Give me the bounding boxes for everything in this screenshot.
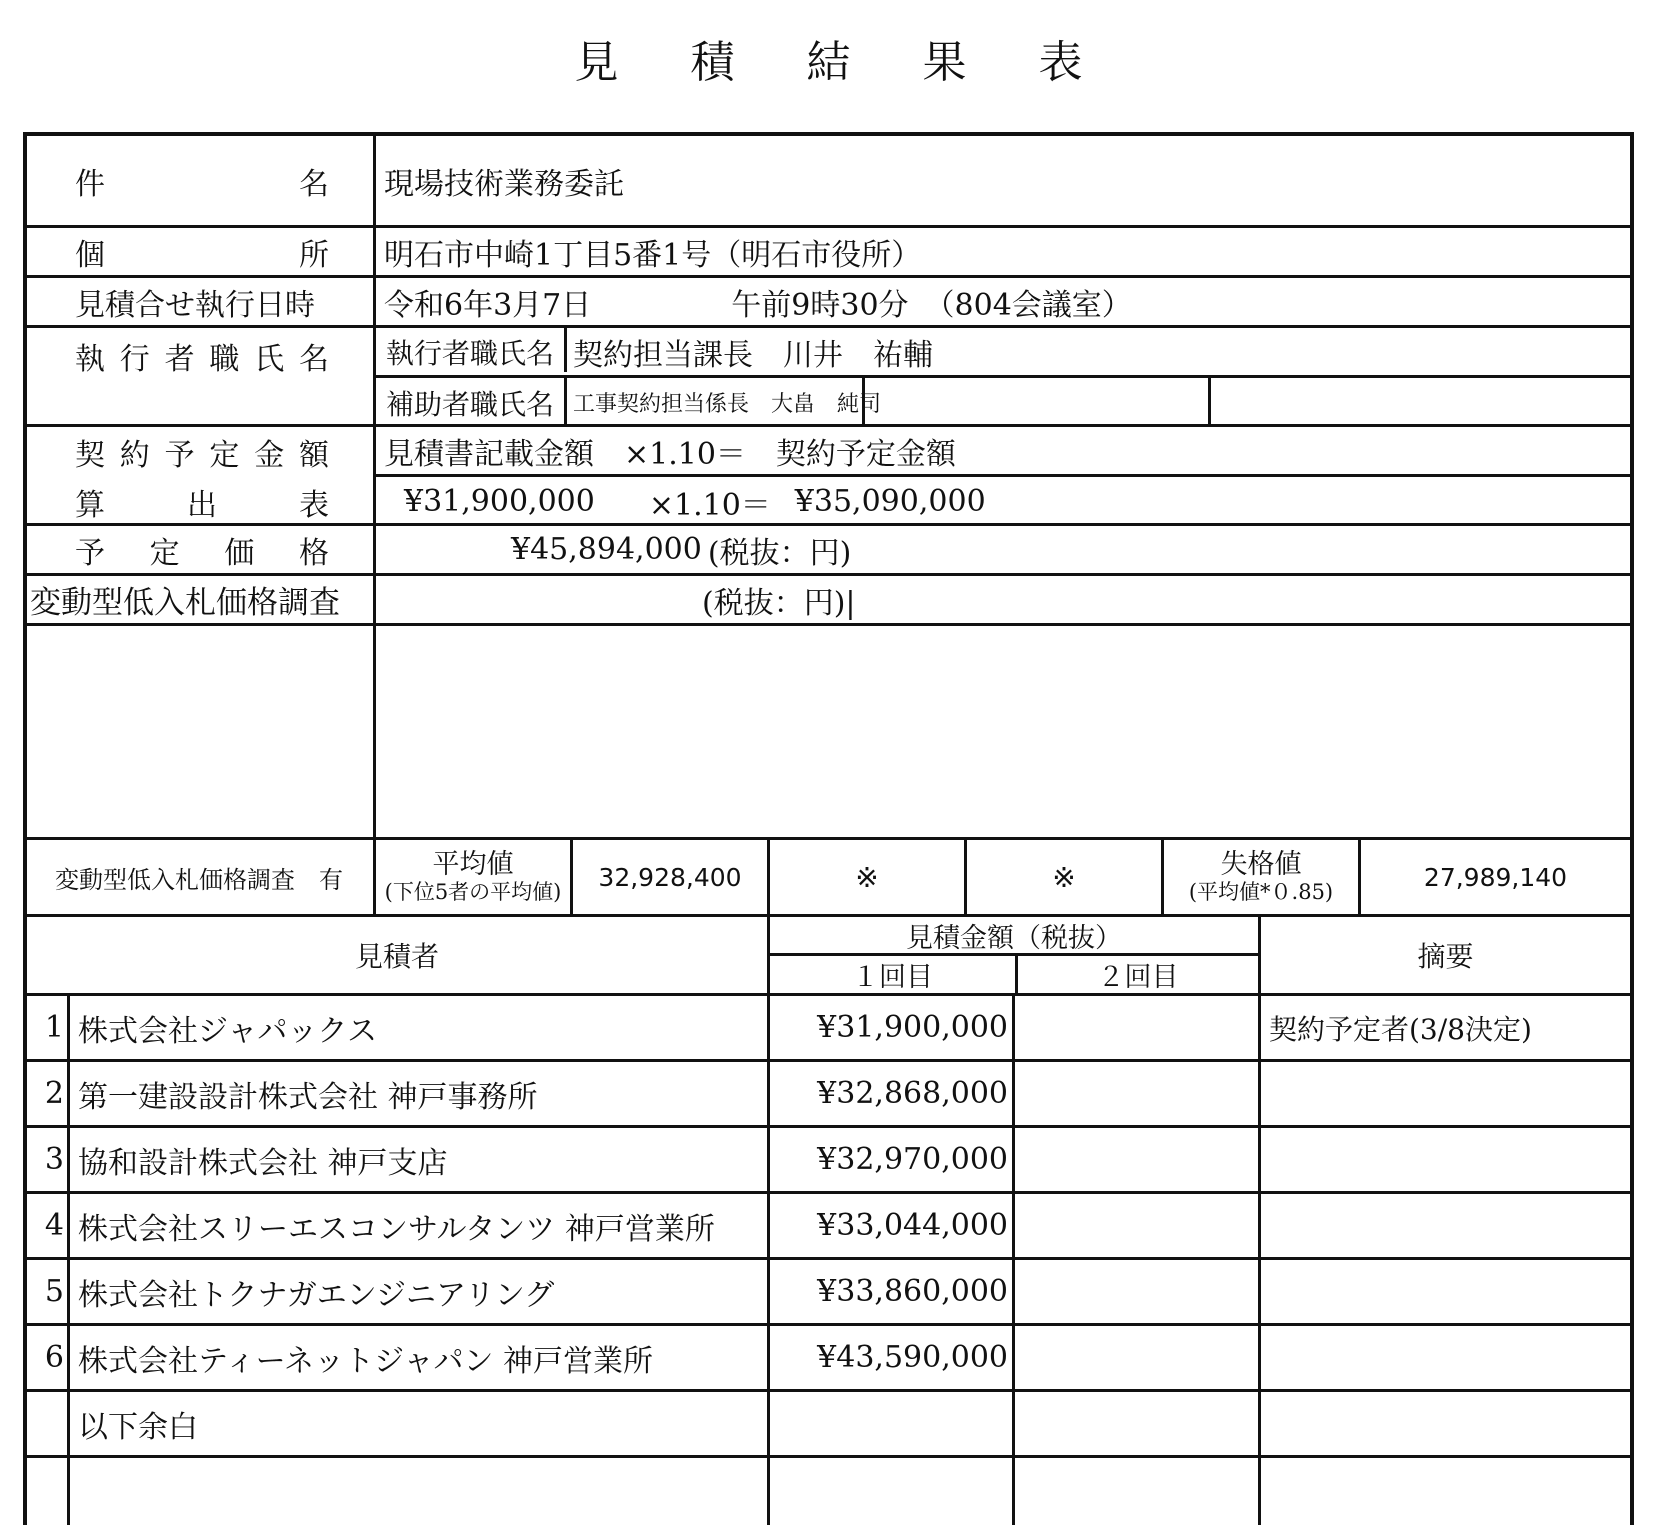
- nichiji-label: 見積合せ執行日時: [75, 287, 315, 323]
- fail-label: 失格値: [1220, 849, 1302, 881]
- header-remark: 摘要: [1258, 917, 1630, 993]
- row-nichiji: [27, 278, 1630, 328]
- row-kasho: [27, 228, 1630, 278]
- bidder-round2: [1012, 1326, 1258, 1389]
- bidder-round2: [1012, 1260, 1258, 1323]
- table-row: [27, 1128, 1630, 1194]
- document-title: 見積結果表: [574, 37, 1155, 88]
- bidder-no: 2: [44, 1076, 64, 1111]
- table-row: [27, 996, 1630, 1062]
- chosa-label: 変動型低入札価格調査 有: [55, 865, 343, 894]
- header-bidder: 見積者: [354, 940, 439, 973]
- avg-value: 32,928,400: [570, 840, 767, 914]
- exec-label: 執行者職氏名: [385, 336, 554, 370]
- bidder-round2: [1012, 1062, 1258, 1125]
- bidder-name: 株式会社スリーエスコンサルタンツ 神戸営業所: [67, 1194, 767, 1257]
- table-row: [27, 1326, 1630, 1392]
- kasho-label: 個 所: [75, 237, 329, 273]
- mark-2: ※: [964, 840, 1161, 914]
- bidder-remark: [1258, 1128, 1630, 1191]
- empty-round2: [1012, 1392, 1258, 1455]
- bidder-round1: ¥32,970,000: [767, 1128, 1012, 1191]
- row-shikkosha: [27, 328, 1630, 427]
- header-round1: １回目: [852, 962, 933, 993]
- shikkosha-detail: [373, 328, 1630, 424]
- table-row: [27, 1062, 1630, 1128]
- keiyaku-label: 契 約 予 定 金 額 算 出 表: [75, 437, 329, 523]
- yotei-label: 予 定 価 格: [75, 535, 329, 571]
- empty-round1: [767, 1392, 1012, 1455]
- fail-label-cell: [1161, 840, 1358, 914]
- bidder-name: 株式会社トクナガエンジニアリング: [67, 1260, 767, 1323]
- avg-label: 平均値: [432, 849, 514, 881]
- nichiji-time: 午前9時30分: [731, 287, 909, 323]
- fail-value: 27,989,140: [1358, 840, 1630, 914]
- empty-remark: [1258, 1392, 1630, 1455]
- bidder-name: 第一建設設計株式会社 神戸事務所: [67, 1062, 767, 1125]
- bidder-no: 6: [44, 1340, 64, 1375]
- yotei-unit: (税抜：円): [707, 535, 852, 571]
- nichiji-value: [373, 278, 1630, 325]
- bidder-no: 4: [44, 1208, 64, 1243]
- row-hendo: [27, 576, 1630, 626]
- bidder-round2: [1012, 1128, 1258, 1191]
- hendo-label: 変動型低入札価格調査: [30, 585, 340, 621]
- mark-1: ※: [767, 840, 964, 914]
- bidder-name: 協和設計株式会社 神戸支店: [67, 1128, 767, 1191]
- row-blank: [27, 626, 1630, 840]
- bidder-no: 5: [44, 1274, 64, 1309]
- keiyaku-formula: 見積書記載金額 ×1.10＝ 契約予定金額: [384, 436, 956, 472]
- bidder-name: 株式会社ジャパックス: [67, 996, 767, 1059]
- header-amount: [767, 917, 1258, 993]
- blank-area: [373, 626, 1630, 837]
- yohaku-text: 以下余白: [67, 1392, 767, 1455]
- avg-sub: (下位5者の平均値): [384, 880, 562, 905]
- bidder-round1: ¥33,044,000: [767, 1194, 1012, 1257]
- bidder-round1: ¥32,868,000: [767, 1062, 1012, 1125]
- calc-result: ¥35,090,000: [794, 484, 986, 519]
- yotei-value: [373, 526, 1630, 573]
- fail-sub: (平均値*０.85): [1188, 880, 1334, 905]
- table-row-yohaku: [27, 1392, 1630, 1458]
- table-row: [27, 1194, 1630, 1260]
- assist-value: 工事契約担当係長 大畠 純司: [573, 392, 882, 417]
- row-chosa: [27, 840, 1630, 917]
- bidder-remark: [1258, 1194, 1630, 1257]
- avg-label-cell: [373, 840, 570, 914]
- bidder-no: 3: [44, 1142, 64, 1177]
- bidder-remark: 契約予定者(3/8決定): [1258, 996, 1630, 1059]
- empty-round1: [767, 1458, 1012, 1525]
- bidder-round2: [1012, 996, 1258, 1059]
- bidder-remark: [1258, 1326, 1630, 1389]
- empty-round2: [1012, 1458, 1258, 1525]
- table-row-empty: [27, 1458, 1630, 1525]
- row-keiyaku: [27, 427, 1630, 526]
- nichiji-date: 令和6年3月7日: [384, 287, 592, 323]
- exec-value: 契約担当課長 川井 祐輔: [573, 337, 933, 373]
- hendo-unit: (税抜：円)|: [373, 576, 1630, 623]
- bidder-remark: [1258, 1260, 1630, 1323]
- table-row: [27, 1260, 1630, 1326]
- bidder-round2: [1012, 1194, 1258, 1257]
- header-round2: ２回目: [1097, 962, 1179, 993]
- bidder-name: 株式会社ティーネットジャパン 神戸営業所: [67, 1326, 767, 1389]
- yotei-price: ¥45,894,000: [511, 532, 702, 567]
- shikkosha-label: 執 行 者 職 氏 名: [75, 342, 329, 377]
- row-kenmei: [27, 136, 1630, 228]
- header-amount-label: 見積金額（税抜）: [906, 922, 1122, 954]
- bidder-round1: ¥43,590,000: [767, 1326, 1012, 1389]
- bidder-header: [27, 917, 1630, 996]
- kenmei-value: 現場技術業務委託: [373, 136, 1630, 225]
- nichiji-room: （804会議室）: [924, 287, 1132, 323]
- kasho-value: 明石市中崎1丁目5番1号（明石市役所）: [373, 228, 1630, 275]
- keiyaku-detail: [373, 427, 1630, 523]
- kenmei-label: 件 名: [75, 166, 329, 202]
- bidder-no: 1: [44, 1010, 64, 1045]
- estimate-result-table: [23, 132, 1634, 1525]
- keiyaku-calc: [404, 477, 986, 523]
- row-yotei: [27, 526, 1630, 576]
- bidder-round1: ¥33,860,000: [767, 1260, 1012, 1323]
- calc-base: ¥31,900,000: [404, 484, 595, 519]
- bidder-remark: [1258, 1062, 1630, 1125]
- calc-mult: ×1.10＝: [648, 487, 771, 523]
- bidder-round1: ¥31,900,000: [767, 996, 1012, 1059]
- empty-remark: [1258, 1458, 1630, 1525]
- assist-label: 補助者職氏名: [385, 387, 554, 421]
- empty-name: [67, 1458, 767, 1525]
